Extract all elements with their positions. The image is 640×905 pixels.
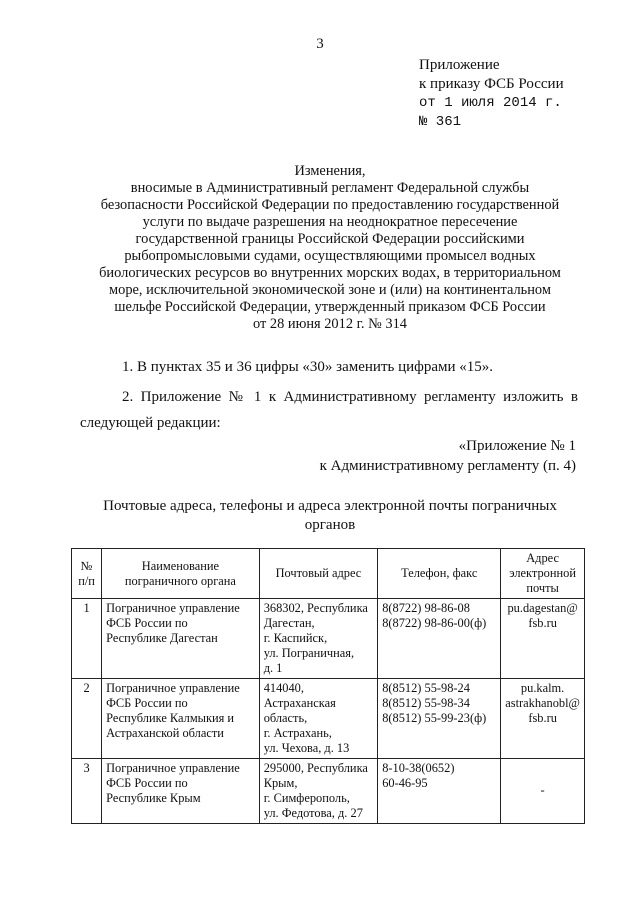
- header-text: Наименование: [141, 558, 219, 573]
- table-header-row: [72, 549, 585, 599]
- cell-line: 8(8512) 55-98-34: [382, 696, 470, 710]
- table-title-line: Почтовые адреса, телефоны и адреса электронной почты пограничных: [103, 498, 557, 514]
- document-title: [80, 163, 580, 333]
- appendix-reference-line: к Административному регламенту (п. 4): [319, 458, 576, 474]
- row-name: [102, 599, 260, 679]
- cell-line: astrakhanobl@: [505, 696, 580, 710]
- cell-line: 295000, Республика: [263, 761, 368, 775]
- cell-line: д. 1: [263, 661, 283, 675]
- cell-line: 60-46-95: [382, 776, 428, 790]
- row-address: [259, 679, 378, 759]
- header-text: п/п: [78, 573, 95, 588]
- cell-line: ФСБ России по: [106, 696, 188, 710]
- header-name: [102, 549, 260, 599]
- cell-line: pu.dagestan@: [507, 601, 578, 615]
- header-address: [259, 549, 378, 599]
- cell-line: Пограничное управление: [106, 681, 240, 695]
- row-num: 3: [72, 759, 102, 824]
- header-text: №: [80, 558, 93, 573]
- border-agencies-table: [71, 548, 585, 824]
- title-line: безопасности Российской Федерации по предоставлению государственной: [100, 197, 560, 213]
- appendix-reference-line: «Приложение № 1: [458, 438, 576, 454]
- row-phone: [378, 599, 501, 679]
- cell-line: 368302, Республика: [263, 601, 368, 615]
- appendix-number: № 361: [419, 114, 462, 130]
- header-text: Адрес: [526, 551, 559, 565]
- cell-line: 8(8722) 98-86-08: [382, 601, 470, 615]
- cell-line: ул. Чехова, д. 13: [263, 741, 350, 755]
- cell-line: ФСБ России по: [106, 616, 188, 630]
- paragraph-1: 1. В пунктах 35 и 36 цифры «30» заменить цифрами «15».: [122, 359, 494, 375]
- cell-line: 414040,: [263, 681, 304, 695]
- appendix-header: [419, 56, 564, 132]
- title-line: вносимые в Административный регламент Федеральной службы: [130, 180, 530, 196]
- cell-line: fsb.ru: [528, 616, 557, 630]
- cell-line: г. Астрахань,: [263, 726, 332, 740]
- cell-line: Астраханская: [263, 696, 336, 710]
- header-phone: [378, 549, 501, 599]
- header-text: электронной: [509, 566, 576, 580]
- title-line: рыбопромысловыми судами, осуществляющими промысел водных: [124, 248, 536, 264]
- cell-line: 8-10-38(0652): [382, 761, 455, 775]
- cell-line: pu.kalm.: [520, 681, 565, 695]
- table-title: [80, 497, 580, 535]
- cell-line: Пограничное управление: [106, 601, 240, 615]
- cell-line: ул. Пограничная,: [263, 646, 355, 660]
- appendix-line: к приказу ФСБ России: [419, 76, 564, 92]
- table-row: [72, 679, 585, 759]
- cell-line: Республике Крым: [106, 791, 201, 805]
- table-title-line: органов: [304, 517, 356, 533]
- cell-line: fsb.ru: [528, 711, 557, 725]
- cell-line: -: [540, 783, 545, 797]
- row-email: [501, 679, 585, 759]
- row-phone: [378, 679, 501, 759]
- cell-line: Дагестан,: [263, 616, 315, 630]
- appendix-line: Приложение: [419, 57, 500, 73]
- row-num: 2: [72, 679, 102, 759]
- header-email: [501, 549, 585, 599]
- header-text: почты: [526, 581, 559, 595]
- cell-line: ФСБ России по: [106, 776, 188, 790]
- cell-line: 8(8722) 98-86-00(ф): [382, 616, 487, 630]
- cell-line: ул. Федотова, д. 27: [263, 806, 363, 820]
- cell-line: г. Каспийск,: [263, 631, 328, 645]
- title-line: услуги по выдаче разрешения на неоднократное пересечение: [142, 214, 518, 230]
- title-line: от 28 июня 2012 г. № 314: [252, 316, 408, 332]
- row-email: [501, 759, 585, 824]
- title-line: море, исключительной экономической зоне и (или) на континентальном: [109, 282, 551, 298]
- cell-line: Республике Дагестан: [106, 631, 218, 645]
- table-row: [72, 599, 585, 679]
- header-num: [72, 549, 102, 599]
- appendix-date: от 1 июля 2014 г.: [419, 95, 562, 111]
- row-phone: [378, 759, 501, 824]
- cell-line: Пограничное управление: [106, 761, 240, 775]
- row-name: [102, 679, 260, 759]
- cell-line: Республике Калмыкия и: [106, 711, 235, 725]
- paragraph-2-continued: следующей редакции:: [80, 415, 221, 431]
- title-line: шельфе Российской Федерации, утвержденный приказом ФСБ России: [114, 299, 546, 315]
- cell-line: Крым,: [263, 776, 298, 790]
- cell-line: область,: [263, 711, 308, 725]
- paragraph-2: 2. Приложение № 1 к Административному регламенту изложить в: [122, 389, 578, 405]
- title-line: Изменения,: [294, 163, 366, 179]
- cell-line: 8(8512) 55-99-23(ф): [382, 711, 487, 725]
- row-address: [259, 599, 378, 679]
- table-row: [72, 759, 585, 824]
- title-line: государственной границы Российской Федерации российскими: [135, 231, 525, 247]
- header-text: Почтовый адрес: [275, 566, 362, 580]
- row-email: [501, 599, 585, 679]
- cell-line: Астраханской области: [106, 726, 224, 740]
- title-line: биологических ресурсов во внутренних морских водах, в территориальном: [99, 265, 561, 281]
- cell-line: 8(8512) 55-98-24: [382, 681, 470, 695]
- header-text: Телефон, факс: [401, 566, 478, 580]
- row-address: [259, 759, 378, 824]
- appendix-reference: [320, 436, 576, 476]
- header-text: пограничного органа: [124, 573, 236, 588]
- page-number: 3: [316, 36, 324, 52]
- row-num: 1: [72, 599, 102, 679]
- cell-line: г. Симферополь,: [263, 791, 350, 805]
- row-name: [102, 759, 260, 824]
